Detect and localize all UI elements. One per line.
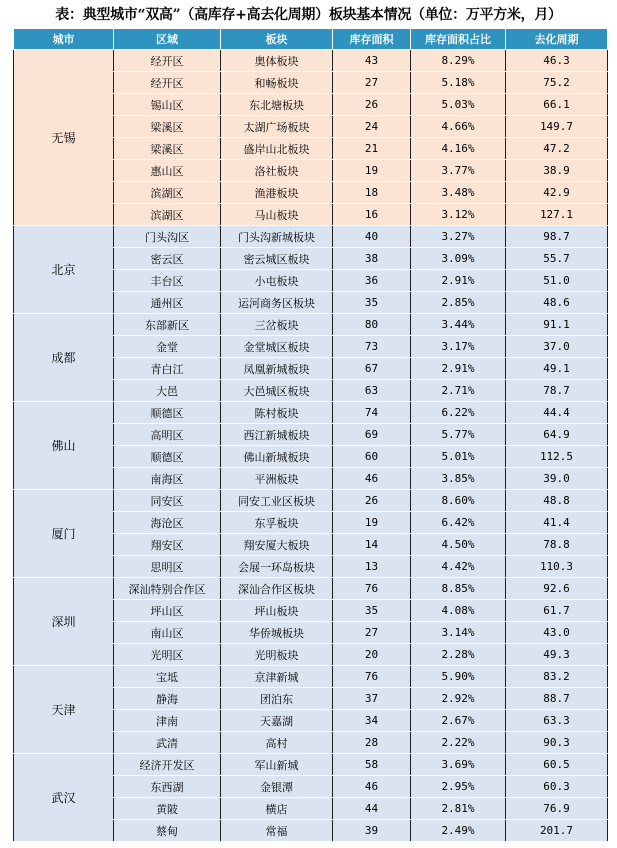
destock-cycle-cell: 110.3: [506, 556, 608, 578]
inventory-area-cell: 73: [333, 336, 411, 358]
city-cell: 武汉: [14, 754, 114, 842]
block-cell: 金银潭: [221, 776, 333, 798]
district-cell: 思明区: [114, 556, 221, 578]
table-row: [14, 50, 608, 72]
table-row: [14, 490, 608, 512]
inventory-area-cell: 69: [333, 424, 411, 446]
block-cell: 会展一环岛板块: [221, 556, 333, 578]
destock-cycle-cell: 75.2: [506, 72, 608, 94]
inventory-area-cell: 37: [333, 688, 411, 710]
destock-cycle-cell: 64.9: [506, 424, 608, 446]
inventory-share-cell: 2.91%: [411, 358, 506, 380]
inventory-share-cell: 6.42%: [411, 512, 506, 534]
block-cell: 横店: [221, 798, 333, 820]
inventory-share-cell: 5.01%: [411, 446, 506, 468]
inventory-area-cell: 35: [333, 292, 411, 314]
destock-cycle-cell: 78.8: [506, 534, 608, 556]
inventory-area-cell: 24: [333, 116, 411, 138]
inventory-share-cell: 3.44%: [411, 314, 506, 336]
city-cell: 天津: [14, 666, 114, 754]
inventory-share-cell: 2.71%: [411, 380, 506, 402]
district-cell: 东部新区: [114, 314, 221, 336]
inventory-share-cell: 5.77%: [411, 424, 506, 446]
inventory-share-cell: 2.28%: [411, 644, 506, 666]
district-cell: 顺德区: [114, 402, 221, 424]
destock-cycle-cell: 91.1: [506, 314, 608, 336]
inventory-area-cell: 13: [333, 556, 411, 578]
district-cell: 东西湖: [114, 776, 221, 798]
district-cell: 经济开发区: [114, 754, 221, 776]
destock-cycle-cell: 201.7: [506, 820, 608, 842]
inventory-share-cell: 3.09%: [411, 248, 506, 270]
table-row: [14, 666, 608, 688]
inventory-share-cell: 2.81%: [411, 798, 506, 820]
inventory-share-cell: 2.92%: [411, 688, 506, 710]
inventory-share-cell: 3.69%: [411, 754, 506, 776]
inventory-area-cell: 19: [333, 160, 411, 182]
destock-cycle-cell: 42.9: [506, 182, 608, 204]
district-cell: 海沧区: [114, 512, 221, 534]
district-cell: 南海区: [114, 468, 221, 490]
inventory-area-cell: 44: [333, 798, 411, 820]
inventory-share-cell: 3.12%: [411, 204, 506, 226]
header-destock-cycle: 去化周期: [506, 29, 608, 50]
inventory-area-cell: 46: [333, 776, 411, 798]
block-cell: 三岔板块: [221, 314, 333, 336]
inventory-share-cell: 3.14%: [411, 622, 506, 644]
district-cell: 滨湖区: [114, 204, 221, 226]
inventory-share-cell: 2.67%: [411, 710, 506, 732]
table-row: [14, 314, 608, 336]
inventory-share-cell: 2.95%: [411, 776, 506, 798]
block-cell: 盛岸山北板块: [221, 138, 333, 160]
inventory-share-cell: 8.85%: [411, 578, 506, 600]
block-cell: 大邑城区板块: [221, 380, 333, 402]
inventory-area-cell: 26: [333, 94, 411, 116]
destock-cycle-cell: 41.4: [506, 512, 608, 534]
district-cell: 黄陂: [114, 798, 221, 820]
destock-cycle-cell: 98.7: [506, 226, 608, 248]
block-cell: 金堂城区板块: [221, 336, 333, 358]
inventory-area-cell: 40: [333, 226, 411, 248]
inventory-area-cell: 28: [333, 732, 411, 754]
destock-cycle-cell: 49.3: [506, 644, 608, 666]
inventory-area-cell: 39: [333, 820, 411, 842]
inventory-area-cell: 74: [333, 402, 411, 424]
block-cell: 东北塘板块: [221, 94, 333, 116]
block-cell: 陈村板块: [221, 402, 333, 424]
inventory-area-cell: 36: [333, 270, 411, 292]
inventory-share-cell: 4.66%: [411, 116, 506, 138]
district-cell: 丰台区: [114, 270, 221, 292]
block-cell: 深汕合作区板块: [221, 578, 333, 600]
inventory-area-cell: 76: [333, 578, 411, 600]
district-cell: 同安区: [114, 490, 221, 512]
district-cell: 静海: [114, 688, 221, 710]
block-cell: 门头沟新城板块: [221, 226, 333, 248]
header-inventory-area: 库存面积: [333, 29, 411, 50]
hotspot-table: [13, 28, 608, 842]
block-cell: 密云城区板块: [221, 248, 333, 270]
inventory-share-cell: 2.91%: [411, 270, 506, 292]
destock-cycle-cell: 44.4: [506, 402, 608, 424]
block-cell: 洛社板块: [221, 160, 333, 182]
block-cell: 京津新城: [221, 666, 333, 688]
destock-cycle-cell: 38.9: [506, 160, 608, 182]
table-row: [14, 578, 608, 600]
inventory-share-cell: 6.22%: [411, 402, 506, 424]
inventory-share-cell: 5.18%: [411, 72, 506, 94]
destock-cycle-cell: 149.7: [506, 116, 608, 138]
district-cell: 密云区: [114, 248, 221, 270]
inventory-area-cell: 46: [333, 468, 411, 490]
district-cell: 经开区: [114, 72, 221, 94]
inventory-area-cell: 38: [333, 248, 411, 270]
destock-cycle-cell: 51.0: [506, 270, 608, 292]
block-cell: 佛山新城板块: [221, 446, 333, 468]
inventory-area-cell: 14: [333, 534, 411, 556]
inventory-area-cell: 34: [333, 710, 411, 732]
table-row: [14, 402, 608, 424]
district-cell: 青白江: [114, 358, 221, 380]
inventory-area-cell: 58: [333, 754, 411, 776]
district-cell: 南山区: [114, 622, 221, 644]
district-cell: 门头沟区: [114, 226, 221, 248]
inventory-area-cell: 43: [333, 50, 411, 72]
district-cell: 津南: [114, 710, 221, 732]
inventory-area-cell: 35: [333, 600, 411, 622]
inventory-share-cell: 2.49%: [411, 820, 506, 842]
destock-cycle-cell: 49.1: [506, 358, 608, 380]
block-cell: 渔港板块: [221, 182, 333, 204]
inventory-area-cell: 80: [333, 314, 411, 336]
block-cell: 华侨城板块: [221, 622, 333, 644]
destock-cycle-cell: 37.0: [506, 336, 608, 358]
block-cell: 同安工业区板块: [221, 490, 333, 512]
destock-cycle-cell: 39.0: [506, 468, 608, 490]
destock-cycle-cell: 47.2: [506, 138, 608, 160]
header-city: 城市: [14, 29, 114, 50]
inventory-area-cell: 63: [333, 380, 411, 402]
block-cell: 高村: [221, 732, 333, 754]
district-cell: 翔安区: [114, 534, 221, 556]
inventory-area-cell: 27: [333, 72, 411, 94]
block-cell: 平洲板块: [221, 468, 333, 490]
destock-cycle-cell: 90.3: [506, 732, 608, 754]
city-cell: 北京: [14, 226, 114, 314]
destock-cycle-cell: 78.7: [506, 380, 608, 402]
inventory-area-cell: 20: [333, 644, 411, 666]
district-cell: 高明区: [114, 424, 221, 446]
table-body: [14, 50, 608, 842]
inventory-area-cell: 27: [333, 622, 411, 644]
district-cell: 宝坻: [114, 666, 221, 688]
destock-cycle-cell: 127.1: [506, 204, 608, 226]
inventory-share-cell: 3.27%: [411, 226, 506, 248]
district-cell: 金堂: [114, 336, 221, 358]
inventory-share-cell: 8.29%: [411, 50, 506, 72]
inventory-share-cell: 4.42%: [411, 556, 506, 578]
city-cell: 无锡: [14, 50, 114, 226]
header-row: [14, 29, 608, 50]
block-cell: 和畅板块: [221, 72, 333, 94]
inventory-share-cell: 2.22%: [411, 732, 506, 754]
block-cell: 军山新城: [221, 754, 333, 776]
inventory-share-cell: 5.90%: [411, 666, 506, 688]
district-cell: 武清: [114, 732, 221, 754]
block-cell: 西江新城板块: [221, 424, 333, 446]
block-cell: 光明板块: [221, 644, 333, 666]
header-block: 板块: [221, 29, 333, 50]
destock-cycle-cell: 43.0: [506, 622, 608, 644]
block-cell: 天嘉湖: [221, 710, 333, 732]
block-cell: 奥体板块: [221, 50, 333, 72]
district-cell: 深汕特别合作区: [114, 578, 221, 600]
destock-cycle-cell: 60.3: [506, 776, 608, 798]
inventory-share-cell: 3.48%: [411, 182, 506, 204]
table-title: 表：典型城市“双高”（高库存+高去化周期）板块基本情况（单位：万平方米，月）: [55, 7, 562, 23]
header-inventory-share: 库存面积占比: [411, 29, 506, 50]
city-cell: 深圳: [14, 578, 114, 666]
block-cell: 团泊东: [221, 688, 333, 710]
block-cell: 运河商务区板块: [221, 292, 333, 314]
block-cell: 常福: [221, 820, 333, 842]
destock-cycle-cell: 112.5: [506, 446, 608, 468]
block-cell: 坪山板块: [221, 600, 333, 622]
destock-cycle-cell: 55.7: [506, 248, 608, 270]
inventory-share-cell: 4.08%: [411, 600, 506, 622]
destock-cycle-cell: 76.9: [506, 798, 608, 820]
destock-cycle-cell: 92.6: [506, 578, 608, 600]
district-cell: 顺德区: [114, 446, 221, 468]
inventory-area-cell: 67: [333, 358, 411, 380]
block-cell: 小屯板块: [221, 270, 333, 292]
district-cell: 锡山区: [114, 94, 221, 116]
inventory-area-cell: 21: [333, 138, 411, 160]
inventory-share-cell: 4.16%: [411, 138, 506, 160]
block-cell: 东孚板块: [221, 512, 333, 534]
inventory-share-cell: 3.77%: [411, 160, 506, 182]
district-cell: 坪山区: [114, 600, 221, 622]
inventory-share-cell: 3.17%: [411, 336, 506, 358]
block-cell: 翔安厦大板块: [221, 534, 333, 556]
inventory-area-cell: 16: [333, 204, 411, 226]
district-cell: 大邑: [114, 380, 221, 402]
inventory-area-cell: 19: [333, 512, 411, 534]
district-cell: 梁溪区: [114, 138, 221, 160]
destock-cycle-cell: 66.1: [506, 94, 608, 116]
block-cell: 凤凰新城板块: [221, 358, 333, 380]
inventory-area-cell: 26: [333, 490, 411, 512]
inventory-share-cell: 2.85%: [411, 292, 506, 314]
header-district: 区域: [114, 29, 221, 50]
inventory-area-cell: 18: [333, 182, 411, 204]
district-cell: 滨湖区: [114, 182, 221, 204]
destock-cycle-cell: 48.6: [506, 292, 608, 314]
district-cell: 经开区: [114, 50, 221, 72]
table-row: [14, 754, 608, 776]
district-cell: 惠山区: [114, 160, 221, 182]
city-cell: 成都: [14, 314, 114, 402]
destock-cycle-cell: 48.8: [506, 490, 608, 512]
city-cell: 厦门: [14, 490, 114, 578]
table-row: [14, 226, 608, 248]
district-cell: 蔡甸: [114, 820, 221, 842]
inventory-area-cell: 76: [333, 666, 411, 688]
inventory-area-cell: 60: [333, 446, 411, 468]
district-cell: 梁溪区: [114, 116, 221, 138]
inventory-share-cell: 3.85%: [411, 468, 506, 490]
block-cell: 马山板块: [221, 204, 333, 226]
city-cell: 佛山: [14, 402, 114, 490]
inventory-share-cell: 5.03%: [411, 94, 506, 116]
destock-cycle-cell: 63.3: [506, 710, 608, 732]
destock-cycle-cell: 46.3: [506, 50, 608, 72]
destock-cycle-cell: 83.2: [506, 666, 608, 688]
district-cell: 光明区: [114, 644, 221, 666]
destock-cycle-cell: 60.5: [506, 754, 608, 776]
inventory-share-cell: 4.50%: [411, 534, 506, 556]
block-cell: 太湖广场板块: [221, 116, 333, 138]
district-cell: 通州区: [114, 292, 221, 314]
inventory-share-cell: 8.60%: [411, 490, 506, 512]
destock-cycle-cell: 61.7: [506, 600, 608, 622]
destock-cycle-cell: 88.7: [506, 688, 608, 710]
